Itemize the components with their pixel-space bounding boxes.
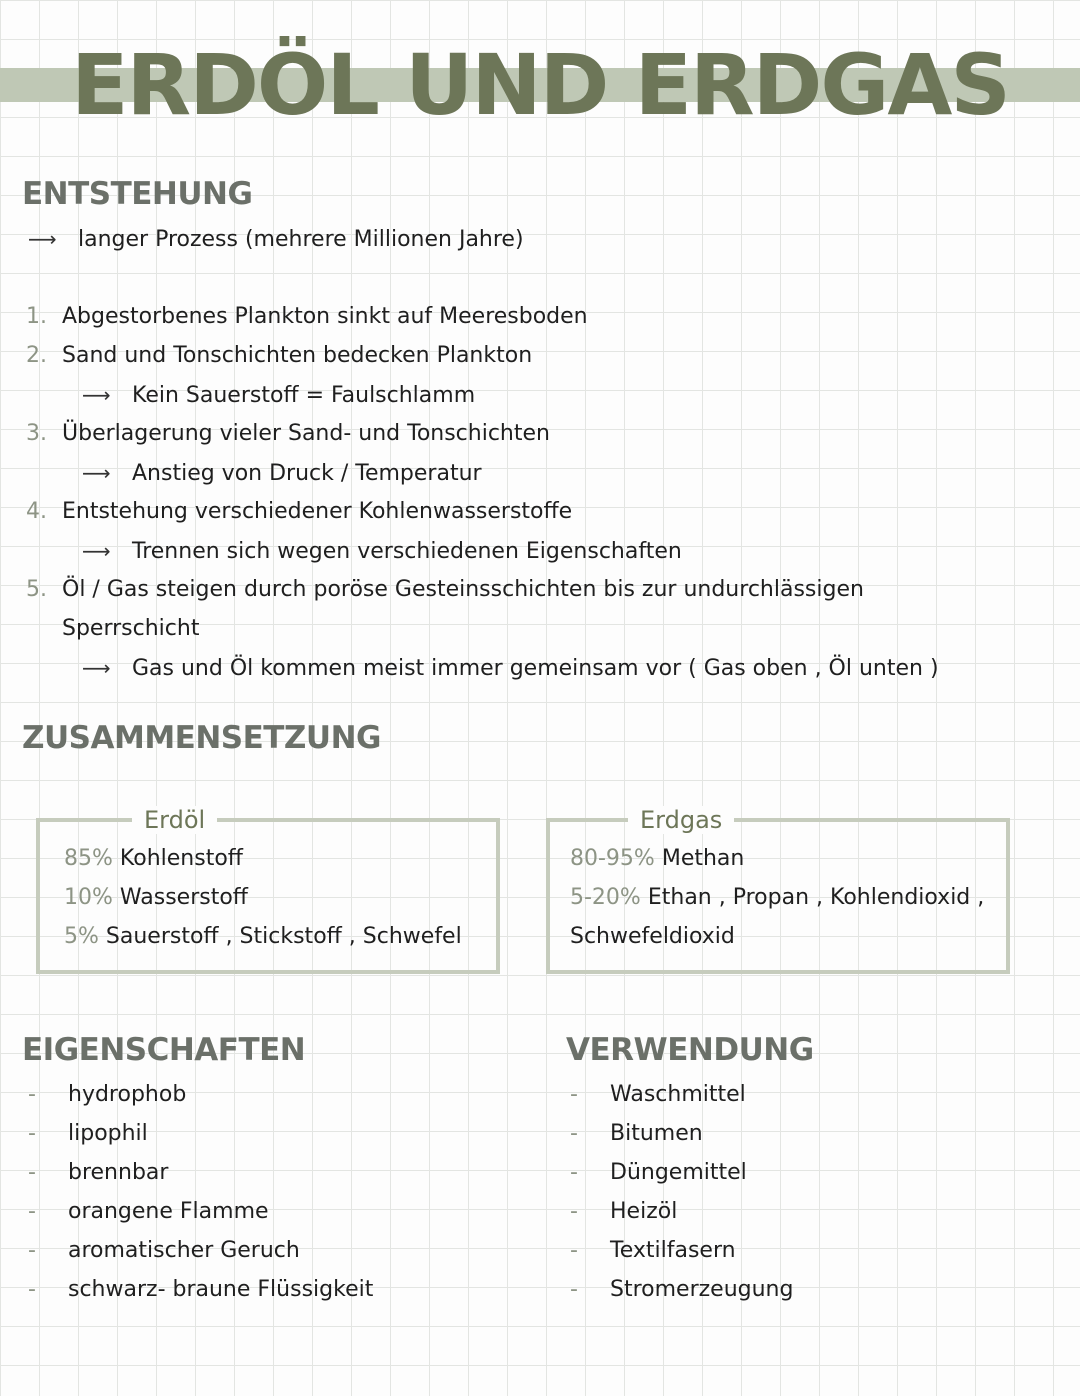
usage-text: Düngemittel <box>610 1160 747 1185</box>
list-item <box>570 1197 677 1227</box>
list-item <box>28 1158 168 1188</box>
arrow-icon: ⟶ <box>82 656 111 680</box>
list-item <box>28 1197 269 1227</box>
step-result-text: Kein Sauerstoff = Faulschlamm <box>132 383 476 408</box>
property-text: hydrophob <box>68 1082 187 1107</box>
step-text: Sand und Tonschichten bedecken Plankton <box>62 343 533 368</box>
property-text: orangene Flamme <box>68 1199 269 1224</box>
component: Sauerstoff , Stickstoff , Schwefel <box>105 924 462 949</box>
component: Schwefeldioxid <box>570 924 735 949</box>
step-text: Entstehung verschiedener Kohlenwasserstoffe <box>62 499 573 524</box>
step-number: 2. <box>26 343 47 368</box>
step-2-result <box>82 380 475 411</box>
percentage: 10% <box>64 885 113 910</box>
step-text: Öl / Gas steigen durch poröse Gesteinsschichten bis zur undurchlässigen <box>62 577 864 602</box>
step-2 <box>26 341 532 371</box>
arrow-icon: ⟶ <box>82 461 111 485</box>
step-text: Abgestorbenes Plankton sinkt auf Meeresboden <box>62 304 588 329</box>
component: Kohlenstoff <box>119 846 243 871</box>
erdoel-row <box>64 885 248 910</box>
arrow-icon: ⟶ <box>82 539 111 563</box>
erdgas-row <box>570 885 984 910</box>
erdoel-row <box>64 846 243 871</box>
page-title: ERDÖL UND ERDGAS <box>71 36 1009 134</box>
entstehung-intro <box>28 224 524 255</box>
bullet-dash: - <box>28 1082 36 1107</box>
list-item <box>28 1080 186 1110</box>
step-number: 4. <box>26 499 47 524</box>
usage-text: Heizöl <box>610 1199 678 1224</box>
step-number: 3. <box>26 421 47 446</box>
section-heading-verwendung: VERWENDUNG <box>566 1032 814 1068</box>
bullet-dash: - <box>570 1199 578 1224</box>
section-heading-eigenschaften: EIGENSCHAFTEN <box>22 1032 306 1068</box>
arrow-icon: ⟶ <box>82 383 111 407</box>
step-number: 5. <box>26 577 47 602</box>
bullet-dash: - <box>28 1238 36 1263</box>
property-text: schwarz- braune Flüssigkeit <box>68 1277 374 1302</box>
usage-text: Waschmittel <box>610 1082 746 1107</box>
erdgas-row <box>570 924 735 949</box>
list-item <box>570 1158 747 1188</box>
list-item <box>28 1275 373 1305</box>
step-1 <box>26 302 588 332</box>
usage-text: Stromerzeugung <box>610 1277 794 1302</box>
bullet-dash: - <box>570 1277 578 1302</box>
step-3-result <box>82 458 482 489</box>
step-number: 1. <box>26 304 47 329</box>
step-5-continued: Sperrschicht <box>62 616 200 641</box>
list-item <box>570 1236 736 1266</box>
erdgas-row <box>570 846 744 871</box>
bullet-dash: - <box>28 1121 36 1146</box>
step-text: Überlagerung vieler Sand- und Tonschichten <box>62 421 550 446</box>
bullet-dash: - <box>28 1160 36 1185</box>
bullet-dash: - <box>570 1238 578 1263</box>
step-result-text: Gas und Öl kommen meist immer gemeinsam vor ( Gas oben , Öl unten ) <box>132 656 939 681</box>
property-text: brennbar <box>68 1160 169 1185</box>
bullet-dash: - <box>28 1199 36 1224</box>
percentage: 5% <box>64 924 99 949</box>
bullet-dash: - <box>570 1121 578 1146</box>
section-heading-zusammensetzung: ZUSAMMENSETZUNG <box>22 720 381 756</box>
step-5-result <box>82 653 939 684</box>
step-result-text: Trennen sich wegen verschiedenen Eigenschaften <box>132 539 682 564</box>
step-4 <box>26 497 572 527</box>
arrow-icon: ⟶ <box>28 227 57 251</box>
erdoel-box-title: Erdöl <box>132 806 217 834</box>
usage-text: Bitumen <box>610 1121 703 1146</box>
usage-text: Textilfasern <box>610 1238 736 1263</box>
bullet-dash: - <box>570 1082 578 1107</box>
step-5 <box>26 575 864 605</box>
component: Wasserstoff <box>119 885 248 910</box>
property-text: aromatischer Geruch <box>68 1238 300 1263</box>
list-item <box>570 1119 703 1149</box>
property-text: lipophil <box>68 1121 148 1146</box>
step-4-result <box>82 536 682 567</box>
bullet-dash: - <box>28 1277 36 1302</box>
bullet-dash: - <box>570 1160 578 1185</box>
percentage: 80-95% <box>570 846 655 871</box>
step-3 <box>26 419 550 449</box>
step-result-text: Anstieg von Druck / Temperatur <box>132 461 482 486</box>
erdgas-box-title: Erdgas <box>628 806 734 834</box>
component: Ethan , Propan , Kohlendioxid , <box>647 885 985 910</box>
section-heading-entstehung: ENTSTEHUNG <box>22 176 253 212</box>
component: Methan <box>661 846 745 871</box>
percentage: 5-20% <box>570 885 641 910</box>
list-item <box>28 1119 148 1149</box>
list-item <box>28 1236 300 1266</box>
intro-text: langer Prozess (mehrere Millionen Jahre) <box>78 227 524 252</box>
list-item <box>570 1275 793 1305</box>
list-item <box>570 1080 746 1110</box>
erdoel-row <box>64 924 462 949</box>
percentage: 85% <box>64 846 113 871</box>
